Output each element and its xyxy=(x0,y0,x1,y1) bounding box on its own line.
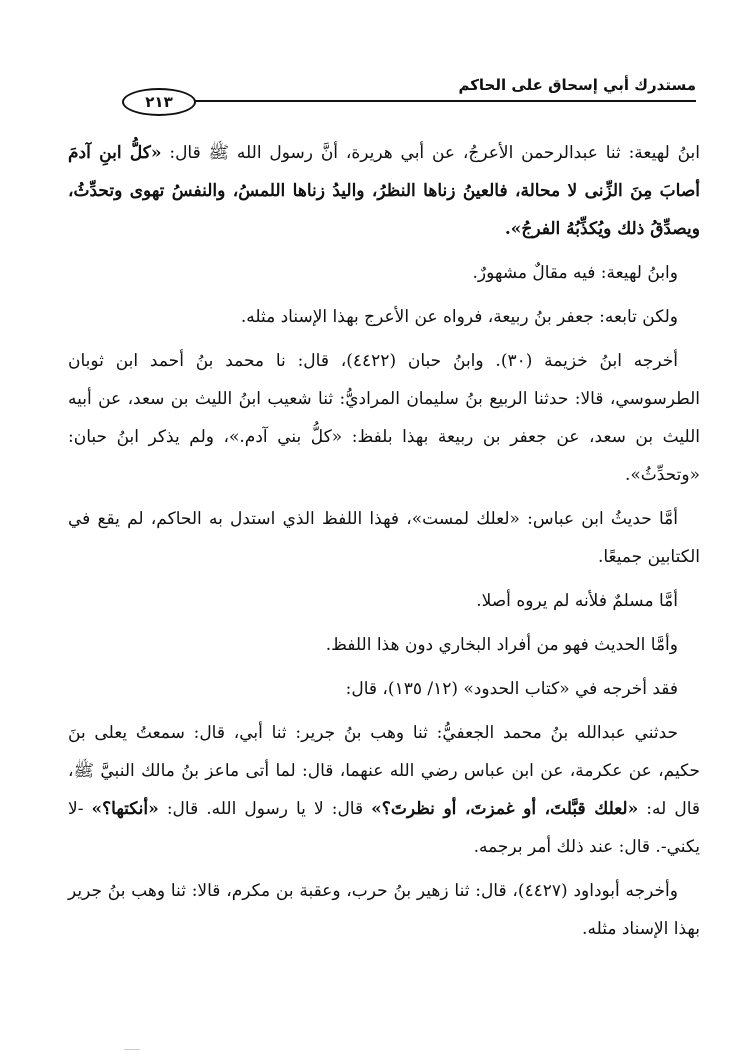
paragraph-9-text-a: حدثني عبدالله بنُ محمد الجعفيُّ: ثنا وهب بنُ جرير: ثنا أبي، قال: سمعتُ يعلى بنَ حكيم، عن عكرمة، عن ابن عباس رضي الله عنهما، قال: لما أتى ماعز بنُ مالك النبيَّ ﷺ، قال له: xyxy=(68,723,701,819)
header-rule xyxy=(180,100,696,102)
hadith-quote-2: «لعلك قبَّلتَ، أو غمزتَ، أو نظرتَ؟» xyxy=(371,799,639,819)
paragraph-6: أمَّا مسلمٌ فلأنه لم يروه أصلا. xyxy=(476,591,678,611)
page-body xyxy=(68,134,700,954)
hadith-quote-1: «كلُّ ابنِ آدمَ أصابَ مِنَ الزِّنى لا محالة، فالعينُ زناها النظرُ، واليدُ زناها اللمسُ، والنفسُ تهوى وتحدِّثُ، ويصدِّقُ ذلك ويُكذِّبُهُ الفرجُ». xyxy=(68,143,700,239)
paragraph-3: ولكن تابعه: جعفر بنُ ربيعة، فرواه عن الأعرج بهذا الإسناد مثله. xyxy=(240,307,678,327)
paragraph-1 xyxy=(68,134,700,248)
paragraph-9 xyxy=(68,714,700,866)
running-title: مستدرك أبي إسحاق على الحاكم xyxy=(458,76,696,94)
paragraph-2: وابنُ لهيعة: فيه مقالٌ مشهورٌ. xyxy=(472,263,678,283)
page-header xyxy=(128,68,696,112)
page-number: ٢١٣ xyxy=(122,88,196,116)
paragraph-9-text-b: قال: لا يا رسول الله. قال: xyxy=(158,799,372,819)
hadith-quote-3: «أنكتها؟» xyxy=(91,799,159,819)
paragraph-5: أمَّا حديثُ ابن عباس: «لعلك لمست»، فهذا اللفظ الذي استدل به الحاكم، لم يقع في الكتابين جميعًا. xyxy=(68,509,700,567)
paragraph-4: أخرجه ابنُ خزيمة (٣٠). وابنُ حبان (٤٤٢٢)، قال: نا محمد بنُ أحمد ابن ثوبان الطرسوسي، قالا: حدثنا الربيع بنُ سليمان المراديُّ: ثنا شعيب ابنُ الليث بن سعد، عن أبيه الليث بن سعد، عن جعفر بن ربيعة بهذا بلفظ: «كلُّ بني آدم.»، ولم يذكر ابنُ حبان: «وتحدِّثُ». xyxy=(68,351,700,485)
paragraph-8: فقد أخرجه في «كتاب الحدود» (١٢/ ١٣٥)، قال: xyxy=(345,679,678,699)
paragraph-10: وأخرجه أبوداود (٤٤٢٧)، قال: ثنا زهير بنُ حرب، وعقبة بن مكرم، قالا: ثنا وهب بنُ جرير بهذا الإسناد مثله. xyxy=(68,881,700,939)
paragraph-9-text-c: -لا يكني-. قال: عند ذلك أمر برجمه. xyxy=(68,799,700,857)
footer-mark xyxy=(124,1049,140,1050)
paragraph-7: وأمَّا الحديث فهو من أفراد البخاري دون هذا اللفظ. xyxy=(325,635,678,655)
paragraph-1-text: ابنُ لهيعة: ثنا عبدالرحمن الأعرجُ، عن أبي هريرة، أنَّ رسول الله ﷺ قال: xyxy=(169,143,700,163)
